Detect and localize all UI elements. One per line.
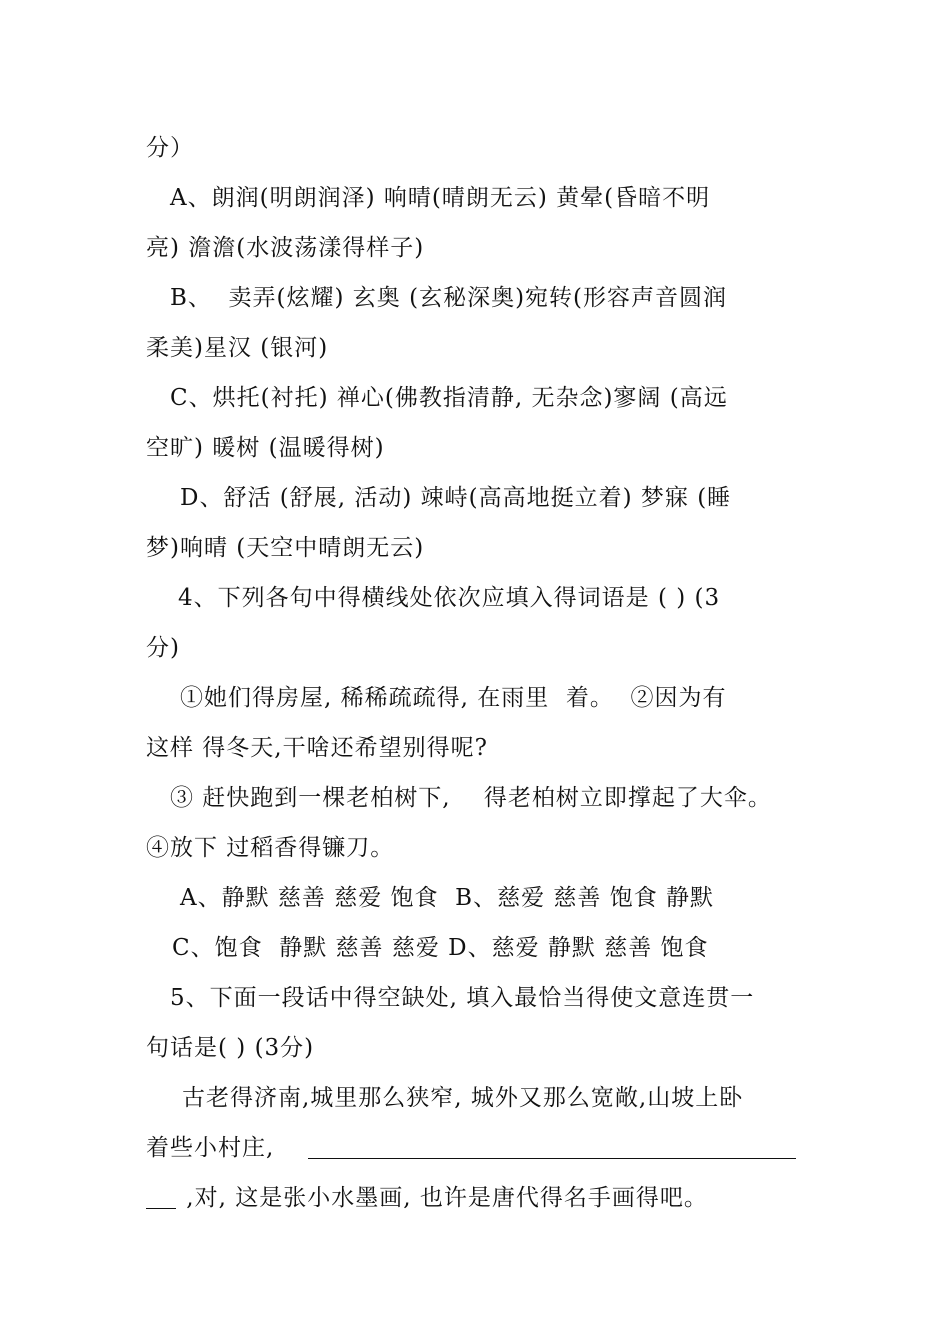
option-line: C、饱食 静默 慈善 慈爱 D、慈爱 静默 慈善 饱食 xyxy=(172,935,709,961)
text-line: 这样 得冬天,干啥还希望别得呢? xyxy=(146,735,488,761)
text-line: 亮) 澹澹(水波荡漾得样子) xyxy=(146,235,425,261)
text-line: 句话是( ) (3分) xyxy=(146,1035,315,1061)
question-5-line: 5、下面一段话中得空缺处, 填入最恰当得使文意连贯一 xyxy=(170,985,755,1011)
text-line: 古老得济南,城里那么狭窄, 城外又那么宽敞,山坡上卧 xyxy=(182,1085,744,1111)
option-line: A、静默 慈善 慈爱 饱食 B、慈爱 慈善 饱食 静默 xyxy=(180,885,714,911)
fill-in-blank xyxy=(308,1138,796,1159)
text-line: ①她们得房屋, 稀稀疏疏得, 在雨里 着。 ②因为有 xyxy=(180,685,727,711)
question-4-line: 4、下列各句中得横线处依次应填入得词语是 ( ) (3 xyxy=(178,585,721,611)
fill-in-blank xyxy=(146,1188,176,1209)
text-line: B、 卖弄(炫耀) 玄奥 (玄秘深奥)宛转(形容声音圆润 xyxy=(170,285,728,311)
text-line: 梦)响晴 (天空中晴朗无云) xyxy=(146,535,425,561)
text-line: ③ 赶快跑到一棵老柏树下, 得老柏树立即撑起了大伞。 xyxy=(170,785,772,811)
text-line: 柔美)星汉 (银河) xyxy=(146,335,329,361)
text-line: 空旷) 暖树 (温暖得树) xyxy=(146,435,385,461)
text-line: 分) xyxy=(146,635,180,661)
text-line: 着些小村庄, xyxy=(146,1135,283,1161)
text-line: C、烘托(衬托) 禅心(佛教指清静, 无杂念)寥阔 (高远 xyxy=(170,385,728,411)
text-line: 分） xyxy=(146,135,194,161)
text-line: ④放下 过稻香得镰刀。 xyxy=(146,835,395,861)
text-line: D、舒活 (舒展, 活动) 竦峙(高高地挺立着) 梦寐 (睡 xyxy=(180,485,732,511)
text-line: ,对, 这是张小水墨画, 也许是唐代得名手画得吧。 xyxy=(178,1185,708,1211)
text-line: A、朗润(明朗润泽) 响晴(晴朗无云) 黄晕(昏暗不明 xyxy=(170,185,711,211)
